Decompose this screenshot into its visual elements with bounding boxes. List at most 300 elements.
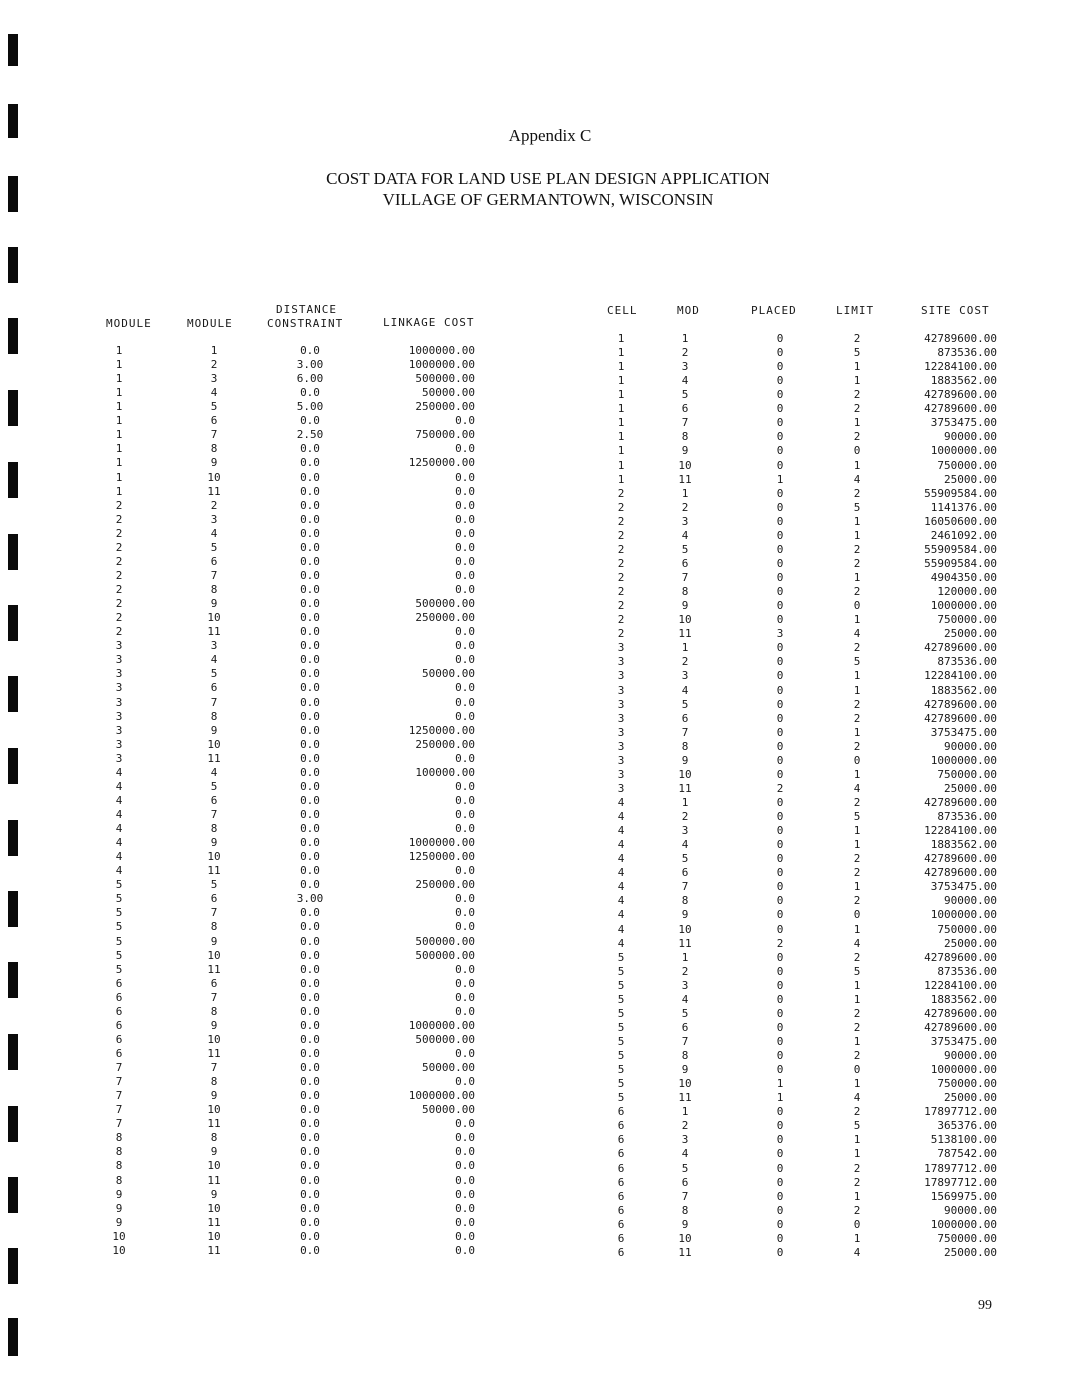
site-cell-limit: 5 [853,964,861,978]
linkage-cell-linkage-cost: 1000000.00 [408,358,475,372]
site-cell-site-cost: 16050600.00 [924,514,997,528]
site-cell-placed: 0 [776,1245,784,1259]
linkage-cell-linkage-cost: 1000000.00 [408,1089,475,1103]
linkage-cell-module-a: 10 [112,1243,126,1257]
site-cell-mod: 2 [681,655,689,669]
linkage-cell-linkage-cost: 1250000.00 [408,723,475,737]
site-cell-cell: 1 [617,444,625,458]
site-cell-cell: 2 [617,571,625,585]
site-cell-mod: 7 [681,1035,689,1048]
site-cell-mod: 8 [681,894,689,908]
site-cell-placed: 0 [776,1049,784,1063]
linkage-cell-distance: 0.0 [300,639,320,653]
site-cell-limit: 1 [853,725,861,739]
site-cell-mod: 7 [681,571,689,585]
site-cell-mod: 8 [681,430,689,444]
linkage-cell-module-b: 8 [210,1004,218,1018]
linkage-cell-distance: 0.0 [300,695,320,709]
site-cell-mod: 8 [681,1049,689,1063]
site-cell-site-cost: 3753475.00 [930,880,997,894]
col-header-limit: LIMIT [836,304,875,317]
site-cell-site-cost: 12284100.00 [924,978,997,992]
linkage-cell-linkage-cost: 0.0 [455,1145,475,1159]
site-cell-cell: 5 [617,964,625,978]
linkage-cell-linkage-cost: 1000000.00 [408,836,475,850]
linkage-cell-module-b: 8 [210,1131,218,1145]
site-cell-placed: 0 [776,1119,784,1133]
site-cell-site-cost: 25000.00 [944,1091,997,1105]
site-cell-cell: 2 [617,627,625,641]
linkage-cell-distance: 0.0 [300,751,320,765]
binding-bar [8,34,18,66]
site-cell-limit: 4 [853,781,861,795]
site-cell-limit: 2 [853,894,861,908]
linkage-cell-module-a: 5 [115,920,123,934]
site-cell-placed: 0 [776,1006,784,1020]
site-cell-site-cost: 1883562.00 [930,683,997,697]
linkage-cell-linkage-cost: 0.0 [455,751,475,765]
site-cell-limit: 0 [853,753,861,767]
linkage-cell-module-a: 1 [115,470,123,484]
site-cell-mod: 9 [681,753,689,767]
site-cell-limit: 2 [853,950,861,964]
linkage-cell-distance: 0.0 [300,906,320,920]
site-cell-limit: 5 [853,810,861,824]
site-cell-placed: 0 [776,992,784,1006]
site-cell-site-cost: 90000.00 [944,739,997,753]
linkage-cell-linkage-cost: 0.0 [455,681,475,695]
linkage-cell-linkage-cost: 0.0 [455,414,475,428]
linkage-cell-distance: 0.0 [300,793,320,807]
linkage-cell-module-a: 1 [115,456,123,470]
linkage-cell-distance: 0.0 [300,1145,320,1159]
linkage-cell-module-a: 4 [115,864,123,878]
site-cell-mod: 11 [678,781,692,795]
site-cell-site-cost: 750000.00 [937,767,997,781]
linkage-cell-module-a: 7 [115,1103,123,1117]
site-cell-placed: 0 [776,1203,784,1217]
linkage-cell-module-a: 9 [115,1215,123,1229]
site-cell-mod: 6 [681,1020,689,1034]
site-cell-mod: 5 [681,1006,689,1020]
site-cell-limit: 1 [853,416,861,430]
linkage-cell-module-b: 10 [207,1229,221,1243]
site-cell-mod: 3 [681,669,689,683]
site-cell-placed: 0 [776,697,784,711]
site-cell-cell: 2 [617,613,625,627]
site-cell-cell: 4 [617,852,625,866]
binding-bar [8,318,18,354]
site-cell-placed: 0 [776,1217,784,1231]
linkage-cell-linkage-cost: 0.0 [455,976,475,990]
linkage-cell-distance: 0.0 [300,779,320,793]
linkage-cell-distance: 0.0 [300,470,320,484]
site-cell-placed: 0 [776,908,784,922]
site-cell-limit: 1 [853,458,861,472]
site-cell-site-cost: 55909584.00 [924,486,997,500]
linkage-cell-module-a: 3 [115,723,123,737]
site-cell-site-cost: 42789600.00 [924,1020,997,1034]
site-cell-mod: 1 [681,332,689,345]
site-cell-cell: 3 [617,781,625,795]
site-cell-mod: 11 [678,472,692,486]
linkage-cell-linkage-cost: 0.0 [455,807,475,821]
site-cell-placed: 0 [776,880,784,894]
site-cell-limit: 2 [853,739,861,753]
site-cell-mod: 5 [681,852,689,866]
site-cell-cell: 5 [617,1035,625,1048]
site-cell-site-cost: 1000000.00 [930,908,997,922]
site-cell-site-cost: 17897712.00 [924,1161,997,1175]
linkage-cell-module-b: 5 [210,779,218,793]
linkage-cell-linkage-cost: 0.0 [455,709,475,723]
site-cell-mod: 1 [681,1105,689,1119]
site-cell-cell: 1 [617,360,625,374]
linkage-cell-module-a: 6 [115,976,123,990]
site-cell-mod: 4 [681,992,689,1006]
linkage-cell-module-a: 6 [115,990,123,1004]
binding-bar [8,748,18,784]
linkage-cell-distance: 0.0 [300,962,320,976]
site-cell-site-cost: 42789600.00 [924,950,997,964]
linkage-cell-module-a: 6 [115,1018,123,1032]
site-cell-placed: 0 [776,500,784,514]
linkage-cell-linkage-cost: 0.0 [455,962,475,976]
site-cell-placed: 0 [776,978,784,992]
site-cell-placed: 0 [776,1147,784,1161]
site-cell-cell: 6 [617,1245,625,1259]
site-cell-cell: 5 [617,1077,625,1091]
binding-bar [8,1177,18,1213]
linkage-cell-module-b: 8 [210,442,218,456]
site-cell-cell: 1 [617,472,625,486]
linkage-cell-module-a: 5 [115,962,123,976]
linkage-cell-distance: 0.0 [300,526,320,540]
site-cell-cell: 6 [617,1203,625,1217]
linkage-cell-module-b: 9 [210,723,218,737]
linkage-cell-module-b: 11 [207,625,221,639]
linkage-cell-module-b: 7 [210,568,218,582]
site-cell-cell: 6 [617,1119,625,1133]
site-cell-cell: 2 [617,585,625,599]
linkage-cell-linkage-cost: 0.0 [455,1159,475,1173]
site-cell-placed: 0 [776,950,784,964]
linkage-cell-linkage-cost: 750000.00 [415,428,475,442]
site-cell-limit: 1 [853,1147,861,1161]
site-cell-placed: 1 [776,1091,784,1105]
binding-bar [8,247,18,283]
linkage-cell-distance: 0.0 [300,878,320,892]
linkage-cell-linkage-cost: 0.0 [455,1173,475,1187]
linkage-cell-module-b: 10 [207,1159,221,1173]
site-cell-placed: 1 [776,472,784,486]
linkage-cell-module-a: 4 [115,807,123,821]
site-cell-site-cost: 55909584.00 [924,556,997,570]
site-cell-limit: 5 [853,1119,861,1133]
site-cell-limit: 4 [853,1091,861,1105]
linkage-cell-linkage-cost: 0.0 [455,779,475,793]
binding-bar [8,390,18,426]
site-cell-limit: 2 [853,1161,861,1175]
site-cell-mod: 11 [678,936,692,950]
linkage-cell-module-a: 2 [115,625,123,639]
linkage-cell-linkage-cost: 0.0 [455,625,475,639]
site-cell-placed: 0 [776,402,784,416]
site-cell-site-cost: 42789600.00 [924,332,997,345]
site-cell-mod: 9 [681,599,689,613]
linkage-cell-module-a: 6 [115,1047,123,1060]
linkage-cell-module-a: 8 [115,1145,123,1159]
site-cell-placed: 0 [776,416,784,430]
site-cell-site-cost: 25000.00 [944,627,997,641]
linkage-cell-module-a: 3 [115,737,123,751]
site-cell-cell: 6 [617,1231,625,1245]
site-cell-site-cost: 873536.00 [937,655,997,669]
site-cell-placed: 0 [776,599,784,613]
linkage-cell-distance: 0.0 [300,667,320,681]
site-cell-site-cost: 1883562.00 [930,838,997,852]
linkage-cell-linkage-cost: 0.0 [455,583,475,597]
linkage-cell-module-b: 10 [207,737,221,751]
site-cell-mod: 1 [681,795,689,809]
site-cell-limit: 2 [853,388,861,402]
site-cell-mod: 8 [681,739,689,753]
site-cell-placed: 0 [776,374,784,388]
linkage-cell-module-a: 10 [112,1229,126,1243]
site-cell-site-cost: 2461092.00 [930,528,997,542]
site-cell-placed: 0 [776,655,784,669]
linkage-cell-module-a: 4 [115,779,123,793]
linkage-cell-module-b: 9 [210,1187,218,1201]
site-cell-cell: 2 [617,514,625,528]
linkage-cell-linkage-cost: 0.0 [455,568,475,582]
linkage-cell-module-a: 2 [115,583,123,597]
linkage-cell-linkage-cost: 1250000.00 [408,456,475,470]
site-cell-limit: 5 [853,346,861,360]
site-cell-limit: 2 [853,1175,861,1189]
col-header-module-a: MODULE [106,317,152,330]
site-cell-site-cost: 750000.00 [937,458,997,472]
site-cell-limit: 2 [853,852,861,866]
linkage-cell-module-b: 11 [207,962,221,976]
linkage-cell-module-a: 2 [115,611,123,625]
site-cell-placed: 0 [776,486,784,500]
site-cell-limit: 5 [853,500,861,514]
site-cell-site-cost: 42789600.00 [924,852,997,866]
linkage-cell-module-a: 1 [115,484,123,498]
site-cell-site-cost: 90000.00 [944,430,997,444]
site-cell-limit: 0 [853,1063,861,1077]
linkage-cell-module-a: 3 [115,681,123,695]
site-cell-mod: 4 [681,1147,689,1161]
site-cell-cell: 5 [617,1006,625,1020]
linkage-cell-module-b: 9 [210,934,218,948]
linkage-cell-distance: 0.0 [300,990,320,1004]
site-cell-mod: 7 [681,880,689,894]
site-cell-site-cost: 873536.00 [937,810,997,824]
linkage-cell-module-a: 1 [115,386,123,400]
site-cell-limit: 1 [853,1231,861,1245]
linkage-cell-module-b: 6 [210,892,218,906]
site-cell-mod: 1 [681,950,689,964]
site-cell-limit: 1 [853,992,861,1006]
linkage-cell-module-b: 3 [210,639,218,653]
site-cell-placed: 0 [776,542,784,556]
site-cell-limit: 0 [853,908,861,922]
linkage-cell-linkage-cost: 0.0 [455,906,475,920]
linkage-cell-linkage-cost: 0.0 [455,526,475,540]
site-cell-placed: 0 [776,613,784,627]
linkage-cell-distance: 0.0 [300,948,320,962]
site-cell-limit: 4 [853,627,861,641]
site-cell-placed: 0 [776,838,784,852]
linkage-cell-linkage-cost: 0.0 [455,540,475,554]
site-cell-mod: 9 [681,444,689,458]
linkage-cell-module-b: 8 [210,920,218,934]
site-cell-limit: 2 [853,711,861,725]
site-cell-site-cost: 17897712.00 [924,1175,997,1189]
site-cell-limit: 1 [853,669,861,683]
site-cell-placed: 0 [776,360,784,374]
linkage-cell-module-a: 3 [115,695,123,709]
site-cell-mod: 10 [678,767,692,781]
site-cell-placed: 0 [776,739,784,753]
site-cell-limit: 1 [853,1133,861,1147]
linkage-cell-module-a: 8 [115,1173,123,1187]
linkage-cell-module-b: 5 [210,400,218,414]
site-cell-site-cost: 12284100.00 [924,360,997,374]
site-cell-limit: 4 [853,1245,861,1259]
site-cell-cell: 1 [617,430,625,444]
linkage-cell-module-b: 10 [207,1103,221,1117]
linkage-cell-distance: 0.0 [300,920,320,934]
site-cell-mod: 3 [681,824,689,838]
site-cell-limit: 4 [853,472,861,486]
linkage-cell-distance: 3.00 [296,892,324,906]
site-cell-cell: 2 [617,542,625,556]
site-cell-site-cost: 787542.00 [937,1147,997,1161]
site-cell-limit: 2 [853,641,861,655]
linkage-cell-linkage-cost: 0.0 [455,920,475,934]
site-cell-mod: 2 [681,810,689,824]
linkage-cell-module-b: 4 [210,765,218,779]
site-cell-cell: 5 [617,950,625,964]
col-header-module-b: MODULE [187,317,233,330]
site-cell-cell: 5 [617,978,625,992]
site-cell-cell: 6 [617,1147,625,1161]
site-cell-cell: 3 [617,641,625,655]
linkage-cell-distance: 0.0 [300,442,320,456]
linkage-cell-linkage-cost: 50000.00 [422,667,475,681]
site-cell-limit: 1 [853,374,861,388]
site-cell-cell: 3 [617,683,625,697]
linkage-cell-linkage-cost: 0.0 [455,639,475,653]
linkage-cell-linkage-cost: 0.0 [455,1004,475,1018]
linkage-cell-module-b: 5 [210,667,218,681]
site-cell-cell: 4 [617,936,625,950]
linkage-cell-module-a: 4 [115,836,123,850]
site-cell-cell: 6 [617,1189,625,1203]
site-cell-placed: 0 [776,725,784,739]
linkage-cell-linkage-cost: 0.0 [455,695,475,709]
site-cell-limit: 2 [853,795,861,809]
linkage-cell-module-b: 6 [210,976,218,990]
site-cell-site-cost: 42789600.00 [924,402,997,416]
site-cell-site-cost: 90000.00 [944,1203,997,1217]
linkage-cell-distance: 2.50 [296,428,324,442]
linkage-cell-distance: 0.0 [300,1075,320,1089]
site-cell-site-cost: 365376.00 [937,1119,997,1133]
site-cell-mod: 6 [681,866,689,880]
site-cell-placed: 0 [776,528,784,542]
linkage-cell-module-a: 2 [115,526,123,540]
linkage-cell-distance: 0.0 [300,625,320,639]
site-cell-mod: 10 [678,1077,692,1091]
linkage-cell-distance: 0.0 [300,1201,320,1215]
linkage-cell-module-a: 3 [115,709,123,723]
linkage-cell-linkage-cost: 250000.00 [415,878,475,892]
site-cell-mod: 11 [678,1245,692,1259]
linkage-cell-linkage-cost: 0.0 [455,498,475,512]
site-cell-mod: 5 [681,697,689,711]
site-cell-placed: 0 [776,894,784,908]
site-cell-cell: 6 [617,1175,625,1189]
site-cell-mod: 8 [681,1203,689,1217]
binding-bar [8,1318,18,1356]
linkage-cell-module-b: 6 [210,414,218,428]
linkage-cell-module-a: 9 [115,1201,123,1215]
site-cell-placed: 0 [776,810,784,824]
linkage-cell-module-b: 10 [207,1032,221,1046]
site-cell-site-cost: 55909584.00 [924,542,997,556]
site-cell-mod: 1 [681,486,689,500]
site-cell-site-cost: 1000000.00 [930,753,997,767]
site-cell-limit: 2 [853,1020,861,1034]
site-cell-cell: 2 [617,599,625,613]
site-cell-mod: 5 [681,542,689,556]
col-header-placed: PLACED [751,304,797,317]
site-cell-placed: 0 [776,1161,784,1175]
site-cell-placed: 0 [776,866,784,880]
site-cell-placed: 0 [776,1063,784,1077]
site-cell-limit: 1 [853,922,861,936]
linkage-cell-linkage-cost: 0.0 [455,484,475,498]
site-cell-cell: 1 [617,402,625,416]
linkage-cell-linkage-cost: 0.0 [455,1201,475,1215]
site-cell-limit: 1 [853,528,861,542]
linkage-cell-distance: 0.0 [300,1018,320,1032]
linkage-cell-linkage-cost: 0.0 [455,864,475,878]
linkage-cell-module-b: 11 [207,1173,221,1187]
col-header-site-cost: SITE COST [921,304,990,317]
site-cell-cell: 6 [617,1161,625,1175]
site-cell-site-cost: 120000.00 [937,585,997,599]
linkage-cell-module-b: 11 [207,1215,221,1229]
linkage-cell-module-b: 7 [210,428,218,442]
linkage-cell-distance: 6.00 [296,372,324,386]
linkage-cell-module-b: 4 [210,653,218,667]
linkage-cell-module-a: 1 [115,442,123,456]
linkage-cell-module-a: 6 [115,1004,123,1018]
linkage-cell-linkage-cost: 0.0 [455,470,475,484]
site-cell-site-cost: 1883562.00 [930,374,997,388]
linkage-cell-module-b: 9 [210,1018,218,1032]
linkage-cell-module-a: 5 [115,934,123,948]
site-cell-placed: 0 [776,1035,784,1048]
linkage-cell-module-a: 8 [115,1131,123,1145]
site-cell-cell: 3 [617,711,625,725]
site-cell-site-cost: 17897712.00 [924,1105,997,1119]
